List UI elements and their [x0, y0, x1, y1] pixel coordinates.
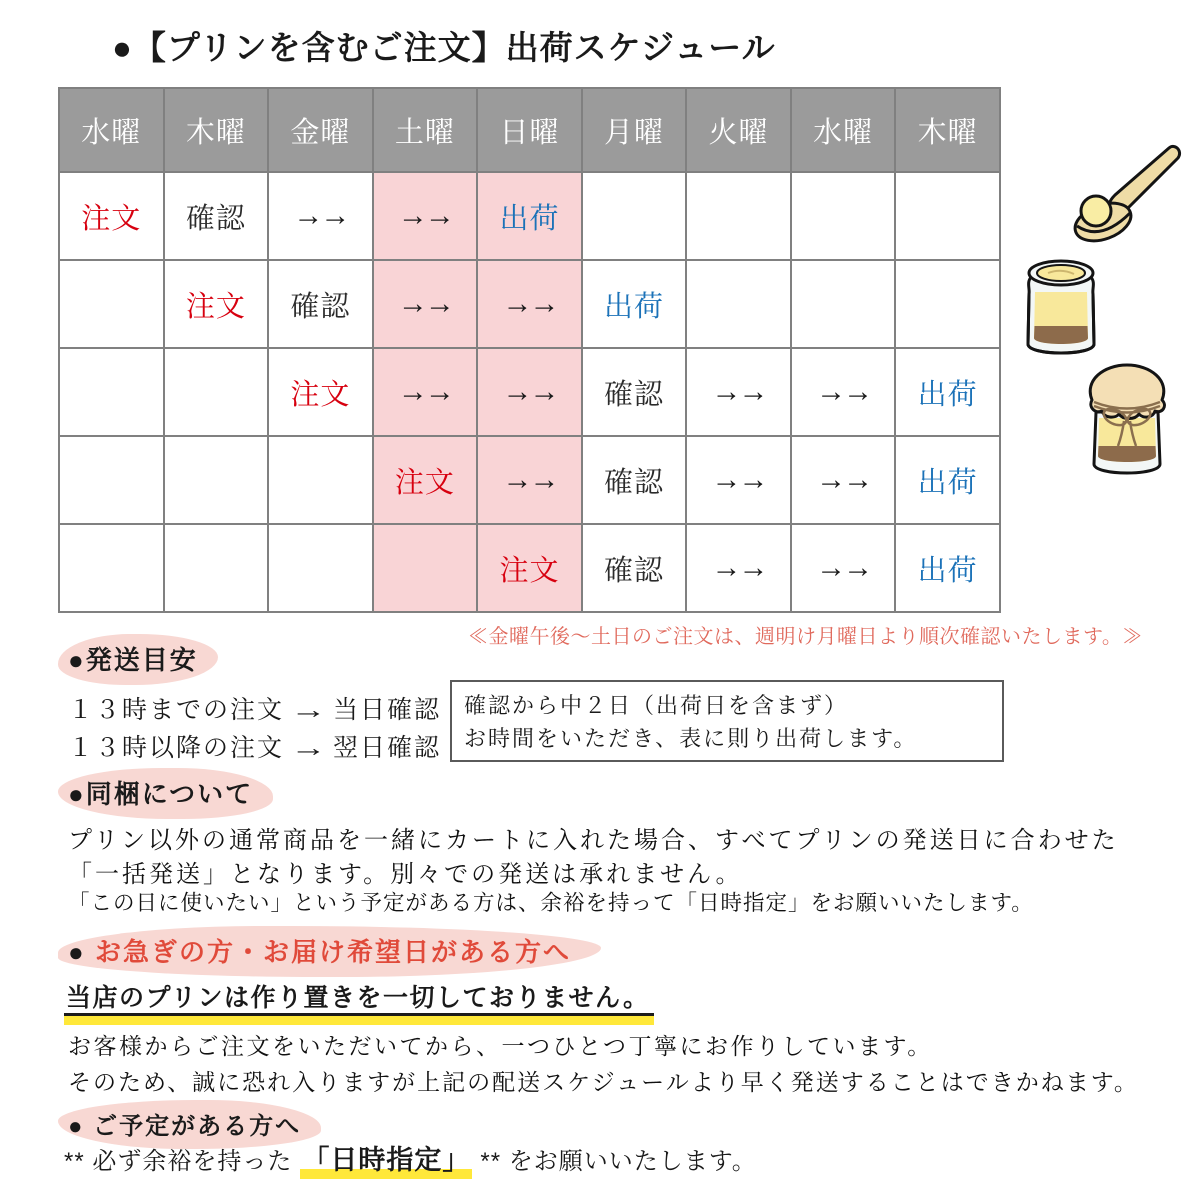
schedule-cell-confirm: 確認 — [582, 524, 687, 612]
schedule-cell-ship: 出荷 — [895, 436, 1000, 524]
bundling-line: 「この日に使いたい」という予定がある方は、余裕を持って「日時指定」をお願いいたします。 — [68, 891, 1034, 915]
schedule-cell-arrow: →→ — [791, 436, 896, 524]
datetime-request-line — [64, 1138, 757, 1177]
schedule-cell-ship: 出荷 — [895, 348, 1000, 436]
line-suffix: ** をお願いいたします。 — [480, 1148, 757, 1175]
schedule-table — [58, 87, 1001, 613]
schedule-cell-arrow: →→ — [686, 348, 791, 436]
rush-line: お客様からご注文をいただいてから、一つひとつ丁寧にお作りしています。 — [68, 1033, 933, 1059]
schedule-cell-empty — [164, 348, 269, 436]
bundling-line: 「一括発送」となります。別々での発送は承れません。 — [68, 861, 743, 888]
right-arrow-icon: → — [290, 696, 327, 724]
day-header-cell: 水曜 — [59, 88, 164, 172]
schedule-cell-arrow: →→ — [373, 172, 478, 260]
line-prefix: ** 必ず余裕を持った — [64, 1148, 293, 1175]
schedule-cell-empty — [164, 436, 269, 524]
schedule-cell-ship: 出荷 — [895, 524, 1000, 612]
cutoff-text: １３時までの注文 — [68, 696, 285, 724]
box-line: 確認から中２日（出荷日を含まず） — [464, 693, 849, 718]
schedule-cell-confirm: 確認 — [582, 436, 687, 524]
schedule-cell-arrow: →→ — [477, 436, 582, 524]
schedule-cell-ship: 出荷 — [582, 260, 687, 348]
schedule-cell-empty — [373, 524, 478, 612]
schedule-row — [59, 524, 1000, 612]
shipping-time-box — [450, 680, 1004, 762]
weekend-order-note: ≪金曜午後〜土日のご注文は、週明け月曜日より順次確認いたします。≫ — [468, 626, 1143, 648]
schedule-cell-empty — [895, 260, 1000, 348]
schedule-cell-arrow: →→ — [686, 436, 791, 524]
datetime-highlight: 「日時指定」 — [300, 1145, 472, 1179]
schedule-row — [59, 260, 1000, 348]
bundling-line: プリン以外の通常商品を一緒にカートに入れた場合、すべてプリンの発送日に合わせた — [68, 827, 1119, 854]
schedule-cell-arrow: →→ — [791, 348, 896, 436]
schedule-cell-arrow: →→ — [268, 172, 373, 260]
day-header-cell: 土曜 — [373, 88, 478, 172]
schedule-cell-confirm: 確認 — [582, 348, 687, 436]
schedule-cell-empty — [59, 524, 164, 612]
day-header-cell: 金曜 — [268, 88, 373, 172]
section-bundling-heading: ●同梱について — [58, 768, 273, 819]
section-shipping-guide-heading: ●発送目安 — [58, 634, 218, 685]
cutoff-line-before-13 — [68, 690, 441, 726]
schedule-cell-arrow: →→ — [373, 260, 478, 348]
schedule-row — [59, 436, 1000, 524]
schedule-cell-empty — [895, 172, 1000, 260]
schedule-cell-empty — [164, 524, 269, 612]
schedule-cell-order: 注文 — [477, 524, 582, 612]
schedule-row — [59, 348, 1000, 436]
schedule-cell-ship: 出荷 — [477, 172, 582, 260]
cutoff-line-after-13 — [68, 728, 441, 764]
day-header-cell: 月曜 — [582, 88, 687, 172]
schedule-cell-order: 注文 — [164, 260, 269, 348]
box-line: お時間をいただき、表に則り出荷します。 — [464, 726, 918, 751]
section-rush-heading-label: お急ぎの方・お届け希望日がある方へ — [94, 937, 571, 967]
schedule-cell-order: 注文 — [373, 436, 478, 524]
schedule-cell-arrow: →→ — [477, 348, 582, 436]
no-premade-pudding-statement: 当店のプリンは作り置きを一切しておりません。 — [64, 978, 654, 1025]
rush-line: そのため、誠に恐れ入りますが上記の配送スケジュールより早く発送することはできかねます。 — [68, 1069, 1139, 1095]
schedule-cell-empty — [791, 260, 896, 348]
cutoff-text: １３時以降の注文 — [68, 734, 285, 762]
schedule-cell-confirm: 確認 — [164, 172, 269, 260]
schedule-cell-empty — [59, 348, 164, 436]
pudding-jar-open-illustration — [1018, 246, 1104, 367]
day-header-cell: 火曜 — [686, 88, 791, 172]
schedule-header-row — [59, 88, 1000, 172]
schedule-cell-empty — [59, 260, 164, 348]
cutoff-result: 翌日確認 — [333, 734, 442, 762]
schedule-cell-empty — [791, 172, 896, 260]
schedule-cell-confirm: 確認 — [268, 260, 373, 348]
page-title: ●【プリンを含むご注文】出荷スケジュール — [112, 29, 776, 66]
schedule-cell-empty — [686, 260, 791, 348]
schedule-cell-arrow: →→ — [791, 524, 896, 612]
spoon-with-pudding-illustration — [1063, 142, 1183, 255]
day-header-cell: 水曜 — [791, 88, 896, 172]
cutoff-result: 当日確認 — [333, 696, 442, 724]
pudding-jar-covered-illustration — [1076, 360, 1178, 489]
right-arrow-icon: → — [290, 734, 327, 762]
bullet-icon: ● — [68, 937, 86, 967]
schedule-cell-empty — [268, 436, 373, 524]
schedule-cell-arrow: →→ — [477, 260, 582, 348]
schedule-cell-order: 注文 — [59, 172, 164, 260]
schedule-cell-empty — [59, 436, 164, 524]
schedule-cell-empty — [582, 172, 687, 260]
schedule-cell-empty — [268, 524, 373, 612]
schedule-row — [59, 172, 1000, 260]
section-plans-heading: ● ご予定がある方へ — [58, 1100, 321, 1149]
schedule-cell-arrow: →→ — [373, 348, 478, 436]
day-header-cell: 木曜 — [895, 88, 1000, 172]
schedule-cell-arrow: →→ — [686, 524, 791, 612]
section-rush-heading — [58, 926, 601, 977]
day-header-cell: 日曜 — [477, 88, 582, 172]
schedule-cell-order: 注文 — [268, 348, 373, 436]
day-header-cell: 木曜 — [164, 88, 269, 172]
schedule-cell-empty — [686, 172, 791, 260]
